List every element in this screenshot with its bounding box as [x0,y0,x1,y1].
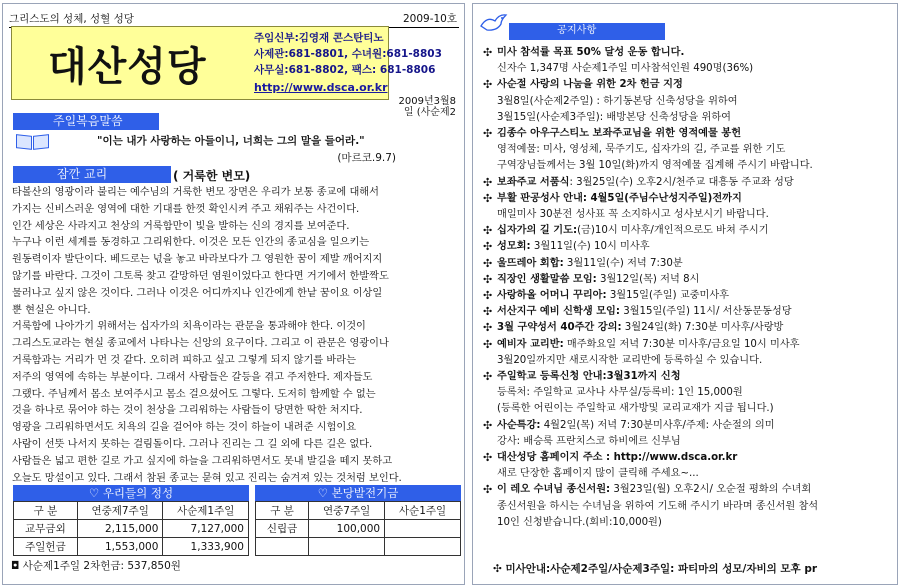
rectory-phone-line: 사제관:681-8801, 수녀원:681-8803 [254,48,442,60]
building-fund-table [255,501,461,556]
notice-heading [497,418,895,434]
notice-title: 김종수 아우구스티노 보좌주교님을 위한 영적예물 봉헌 [497,128,742,140]
doctrine-line: 타볼산의 영광이라 불리는 예수님의 거룩한 변모 장면은 우리가 보통 종교에 대해서 [12,187,379,198]
doctrine-line: 그랬다. 주님께서 몸소 보여주시고 몸소 걸으셨어도 그렇다. 도저히 함께할 수 없는 [12,388,376,400]
issue-date [399,96,457,118]
doctrine-line: 사람이 선뜻 나서지 못하는 걸림돌이다. 그러나 진리는 그 길 외에 다른 길은 없다. [12,438,373,450]
parish-name: 대산성당 [48,44,207,90]
doctrine-line: 저주의 영역에 속하는 부분이다. 그래서 사람들은 갈등을 겪고 주저한다. 제자들도 [12,371,373,383]
second-collection-text: 사순제1주일 2차헌금: 537,850원 [22,560,181,572]
table-header-row [256,502,461,520]
notice-item [481,482,895,531]
notice-title: 3월 구약성서 40주간 강의: [497,322,622,334]
building-fund-banner: ♡ 본당발전기금 [255,485,461,501]
table-cell: 2,115,000 [77,520,163,538]
doctrine-line: 뿐 현실은 아니다. [12,304,91,316]
notice-inline-detail: 매주화요일 저녁 7:30분 미사후/금요일 10시 미사후 [563,338,800,350]
notice-heading [497,304,895,320]
doctrine-line: 영광을 그리워하면서도 치욕의 길을 걸어야 하는 것이 하늘이 내려준 시험이요 [12,422,357,434]
header-line [9,10,459,26]
cross-bullet-icon: ✣ [483,451,493,465]
cross-bullet-icon: ✣ [483,175,493,189]
notice-heading [497,450,895,466]
notice-item [481,450,895,482]
table-cell: 신립금 [256,520,309,538]
notice-inline-detail: 3월11일(수) 저녁 7:30분 [563,257,683,269]
notice-detail: 3월8일(사순제2주일) : 하기동본당 신축성당을 위하여 [497,95,738,107]
notice-heading [497,272,895,288]
notice-heading [497,239,895,255]
cross-bullet-icon: ✣ [483,483,493,497]
office-phone-line: 사무실:681-8802, 팩스: 681-8806 [254,64,436,76]
doctrine-line: 오늘도 망설이고 있다. 그래서 참된 종교는 묻혀 있고 진리는 숨겨져 있는 것처럼 보인다. [12,472,402,484]
doctrine-line: 그리스도교라는 현실 종교에서 나타나는 신앙의 요구이다. 그리고 이 관문은 영광이나 [12,338,389,350]
table-header-row [14,502,249,520]
cross-bullet-icon: ✣ [483,272,493,286]
notice-item [481,369,895,418]
notice-item [481,288,895,304]
doctrine-line: 것을 하나로 묶어야 하는 것이 천상을 그리워하는 사람들이 당면한 딱한 처지다. [12,405,363,417]
notice-detail: 영적예물: 미사, 영성체, 묵주기도, 십자가의 길, 주교를 위한 기도 [497,144,786,156]
notice-item [481,418,895,450]
notice-heading [497,191,895,207]
open-bible-icon [15,133,51,153]
notice-title: 성모회: [497,241,531,253]
notice-item [481,337,895,369]
notice-heading [497,45,895,61]
notice-title: 십자가의 길 기도: [497,225,578,237]
cross-bullet-icon: ✣ [483,46,493,59]
doctrine-line: 원동력이자 발단이다. 베드로는 넋을 놓고 바라보다가 그 영원한 꿈이 제발 깨어지지 [12,254,383,266]
issue-number: 2009-10호 [402,13,457,25]
offerings-banner: ♡ 우리들의 정성 [13,485,249,501]
doctrine-subtitle: ( 거룩한 변모) [173,169,251,183]
notice-heading [497,337,895,353]
notice-item [481,191,895,223]
table-cell: 교무금외 [14,520,78,538]
notice-title: 보좌주교 서품식 [497,176,570,188]
notice-inline-detail: 3월24일(화) 7:30분 미사후/사랑방 [621,322,784,334]
table-header: 구 분 [14,502,78,520]
cross-bullet-icon: ✣ [483,240,493,254]
doctrine-line: 물러나고 싶지 않은 것이다. 그러나 이것은 어디까지나 인간에게 한낱 꿈이요 이상일 [12,287,383,299]
table-cell: 1,333,900 [163,538,249,556]
doctrine-line: 누구나 이런 세계를 동경하고 그리워한다. 이것은 모든 인간의 종교심을 일으키는 [12,237,370,249]
cross-bullet-icon: ✣ [483,289,493,303]
masthead [11,26,442,100]
notice-detail: 신자수 1,347명 사순제1주일 미사참석인원 490명(36%) [497,63,754,75]
cross-bullet-icon: ✣ [483,191,493,205]
notice-title: 사랑하올 어머니 꾸리아: [497,290,607,302]
table-cell: 100,000 [309,520,385,538]
cross-bullet-icon: ✣ [483,418,493,432]
notice-title: 사순특강: [497,419,541,431]
notice-detail: 새로 단장한 홈페이지 많이 클릭해 주세요~... [497,468,699,480]
notice-inline-detail: 3월11일(수) 10시 미사후 [530,241,650,253]
notice-detail: 구역장님들께서는 3월 10일(화)까지 영적예물 집계해 주시기 바랍니다. [497,160,813,172]
doctrine-line: 거룩함과는 거리가 먼 것 같다. 오히려 피하고 싶고 그렇게 되지 않기를 바라는 [12,354,356,366]
dove-icon [479,12,509,34]
bulletin-notice-page [472,3,898,585]
doctrine-line: 인간 세상은 사라지고 천상의 거룩함만이 빛을 발하는 신의 경지를 보여준다. [12,220,350,232]
cross-bullet-icon: ✣ [483,337,493,351]
notice-item [481,239,895,255]
doctrine-line: 않기를 바란다. 그것이 그토록 찾고 갈망하던 염원이었다고 한다면 거기에서 한발짝도 [12,270,389,282]
notice-item [481,126,895,175]
table-header: 연중7주일 [309,502,385,520]
cross-bullet-icon: ✣ [483,256,493,270]
notice-heading [497,126,895,142]
table-header: 사순1주일 [385,502,461,520]
table-header: 연중제7주일 [77,502,163,520]
notice-heading [497,223,895,239]
notice-inline-detail: 3월23일(월) 오후2시/ 오순절 평화의 수녀회 [610,484,812,496]
notice-detail: (등록한 어린이는 주일학교 새가방및 교리교재가 지급 됩니다.) [497,403,774,415]
notice-detail: 등록처: 주일학교 교사나 사무실/등록비: 1인 15,000원 [497,387,743,399]
notice-title: 서산지구 예비 신학생 모임: [497,306,620,318]
notice-title: 사순절 사랑의 나눔을 위한 2차 헌금 지정 [497,79,683,91]
website-link[interactable]: http://www.dsca.or.kr [254,81,388,94]
notice-banner: 공지사항 [509,23,665,40]
notice-detail: 3월15일(사순제3주일): 배방본당 신축성당을 위하여 [497,111,732,123]
notice-heading [497,288,895,304]
second-collection-note [11,558,181,573]
notice-detail: 매일미사 30분전 성사표 꼭 소지하시고 성사보시기 바랍니다. [497,209,769,221]
notice-item [481,304,895,320]
mass-info-text: 미사안내:사순제2주일/사순제3주일: 파티마의 성모/자비의 모후 pr [505,563,818,575]
notice-item [481,320,895,336]
notice-list [481,45,895,531]
table-row [14,538,249,556]
notice-title: 미사 참석률 목표 50% 달성 운동 합니다. [497,47,685,58]
parish-subtitle: 그리스도의 성체, 성혈 성당 [9,13,134,25]
notice-inline-detail: 3월12일(목) 저녁 8시 [596,273,700,285]
table-row [14,520,249,538]
notice-heading [497,320,895,336]
notice-title: 주일학교 등록신청 안내:3월31까지 신청 [497,371,681,383]
table-header: 사순제1주일 [163,502,249,520]
table-cell [385,520,461,538]
notice-detail: 10인 신청받습니다.(회비:10,000원) [497,516,662,528]
gospel-quote: "이는 내가 사랑하는 아들이니, 너희는 그의 말을 들어라." [97,135,365,147]
table-row [256,538,461,556]
table-cell [309,538,385,556]
mass-info-footer [493,561,817,576]
notice-title: 부활 판공성사 안내: 4월5일(주님수난성지주일)전까지 [497,192,742,204]
cross-bullet-icon: ✣ [483,370,493,384]
notice-heading [497,175,895,191]
notice-detail: 3월20일까지만 새로시작한 교리반에 등록하실 수 있습니다. [497,354,763,366]
notice-heading [497,482,895,498]
notice-detail: 종신서원을 하시는 수녀님을 위하여 기도해 주시기 바라며 종신서원 참석 [497,500,819,512]
issue-date-line1: 2009년3월8 [398,96,456,107]
cross-bullet-icon: ✣ [483,305,493,319]
notice-item [481,256,895,272]
cross-bullet-icon: ✣ [483,321,493,335]
cross-bullet-icon: ✣ [483,127,493,141]
notice-inline-detail: (금)10시 미사후/개인적으로도 바쳐 주시기 [577,225,769,237]
notice-inline-detail: 3월15일(주일) 11시/ 서산동문동성당 [619,306,792,318]
notice-inline-detail: 4월2일(목) 저녁 7:30분미사후/주제: 사순절의 의미 [540,419,775,431]
bulletin-front-page [2,3,465,585]
notice-heading [497,77,895,93]
cross-bullet-icon: ✣ [483,224,493,238]
doctrine-line: 거룩함에 나아가기 위해서는 십자가의 치욕이라는 관문을 통과해야 한다. 이것이 [12,321,366,333]
bullet-icon: ✣ [493,563,506,575]
notice-heading [497,369,895,385]
cross-bullet-icon: ✣ [483,78,493,92]
doctrine-body [12,185,460,487]
notice-inline-detail: : 3월25일(수) 오후2시/천주교 대흥동 주교좌 성당 [569,176,794,188]
doctrine-line: 가지는 신비스러운 영역에 대한 기대를 한껏 확인시켜 주고 채워주는 사건이다. [12,203,360,215]
gospel-reference: (마르코.9.7) [337,152,396,164]
issue-date-line2: 일 (사순제2 [403,107,456,118]
notice-detail: 강사: 배승룩 프란치스코 하비에르 신부님 [497,435,681,447]
table-cell: 주일헌금 [14,538,78,556]
pastor-line: 주임신부:김영재 콘스탄티노 [254,32,384,44]
table-cell [256,538,309,556]
table-row [256,520,461,538]
notice-title: 직장인 생활말씀 모임: [497,273,597,285]
notice-item [481,45,895,77]
table-cell: 1,553,000 [77,538,163,556]
table-header: 구 분 [256,502,309,520]
doctrine-banner: 잠깐 교리 [13,166,171,183]
table-cell [385,538,461,556]
notice-inline-detail: 3월15일(주일) 교중미사후 [606,290,730,302]
notice-title: 대산성당 홈페이지 주소 : http://www.dsca.or.kr [497,452,738,464]
doctrine-line: 사람들은 넓고 편한 길로 가고 싶지에 하늘을 그리워하면서도 못내 발길을 떼지 못하고 [12,455,393,467]
notice-item [481,175,895,191]
notice-item [481,223,895,239]
notice-item [481,77,895,126]
contact-info [254,30,442,78]
table-cell: 7,127,000 [163,520,249,538]
bullet-icon: ◘ [11,560,23,572]
notice-heading [497,256,895,272]
notice-title: 이 레오 수녀님 종신서원: [497,484,611,496]
offerings-table [13,501,249,556]
notice-item [481,272,895,288]
gospel-banner: 주일복음말씀 [13,113,159,130]
notice-title: 울뜨레아 회합: [497,257,564,269]
notice-title: 예비자 교리반: [497,338,564,350]
